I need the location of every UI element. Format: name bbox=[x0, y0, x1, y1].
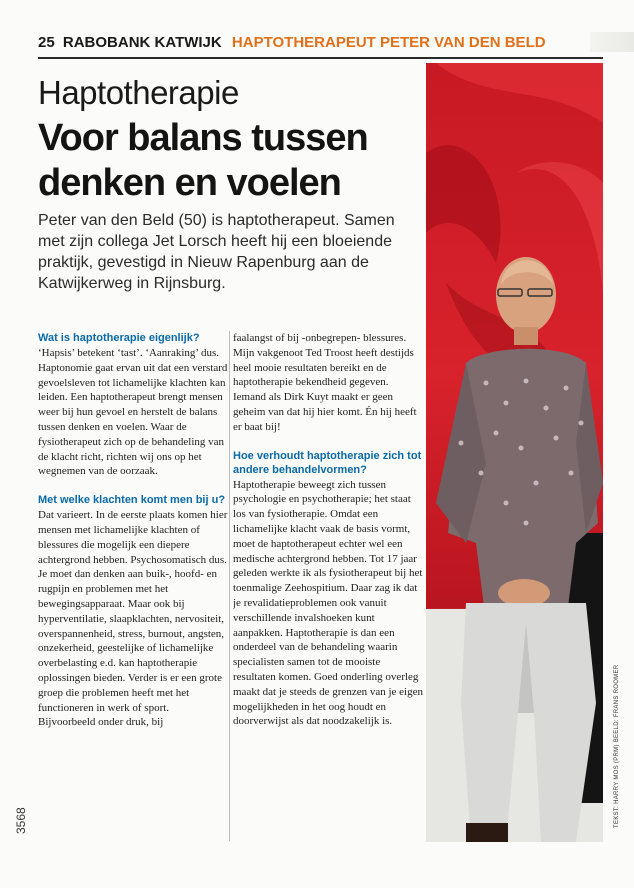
question-heading: Met welke klachten komt men bij u? bbox=[38, 494, 226, 507]
question-heading: Hoe verhoudt haptotherapie zich tot andere behandelvormen? bbox=[233, 449, 422, 476]
answer-paragraph: faalangst of bij -onbegrepen- blessures. Mijn vakgenoot Ted Troost heeft destijds heel mooie resultaten bereikt en de haptotherapie bekendheid gegeven. Iemand als Dirk Kuyt maakt er geen geheim van dat hij hier komt. Én hij heeft er baat bij! bbox=[233, 332, 417, 433]
section-title: HAPTOTHERAPEUT PETER VAN DEN BELD bbox=[231, 34, 546, 51]
publication-name: RABOBANK KATWIJK bbox=[62, 34, 222, 51]
photo-credits bbox=[612, 664, 626, 830]
answer-paragraph: Haptotherapie beweegt zich tussen psychologie en psychotherapie; het staat los van fysiotherapie. Omdat een lichamelijke klacht vaak de basis vormt, moet de haptotherapeut echter wel een medische achtergrond hebben. Tot 17 jaar geleden werkte ik als fysiotherapeut bij het toenmalige Zeehospitium. Daar zag ik dat je revalidatieproblemen ook vanuit verschillende invalshoeken kunt aanpakken. Haptotherapie is dan een onderdeel van de behandeling waarin specialisten samen tot de mooiste resultaten komen. Goed onderling overleg maakt dat je steeds de grenzen van je eigen mogelijkheden in het oog houdt en doorverwijst als dat noodzakelijk is. bbox=[233, 478, 423, 728]
article-intro: Peter van den Beld (50) is haptotherapeut. Samen met zijn collega Jet Lorsch heeft hij een bloeiende praktijk, gevestigd in Nieuw Rapenburg aan de Katwijkerweg in Rijnsburg. bbox=[38, 212, 395, 292]
header-rule bbox=[38, 57, 603, 59]
body-column-1 bbox=[38, 331, 228, 851]
credits-text: TEKST: HARRY MOS (PRM) BEELD: FRANS ROOMER bbox=[614, 664, 620, 828]
answer-paragraph: ‘Hapsis’ betekent ‘tast’. ‘Aanraking’ dus. Haptonomie gaat ervan uit dat een verstard gevoelsleven tot lichamelijke klachten kan leiden. Een haptotherapeut brengt mensen weer bij hun gevoel en herstelt de balans tussen denken en voelen. Waar de fysiotherapeut zich op de behandeling van de klacht richt, richten wij ons op het wegnemen van de oorzaak. bbox=[38, 347, 228, 478]
page-code bbox=[14, 768, 30, 838]
answer-paragraph: Dat varieert. In de eerste plaats komen hier mensen met lichamelijke klachten of blessures die mogelijk een diepere achtergrond hebben. Psychosomatisch dus. Je moet dan denken aan buik-, hoofd- en rugpijn en problemen met het bewegingsapparaat. Maar ook bij hyperventilatie, slaapklachten, nervositeit, overspannenheid, stress, burnout, angsten, onzekerheid, geestelijke of lichamelijke overbelasting e.d. kan haptotherapie oplossingen bieden. Verder is er een grote groep die problemen heeft met het functioneren in werk of sport. Bijvoorbeeld onder druk, bij bbox=[38, 509, 228, 729]
article-headline: Voor balans tussen denken en voelen bbox=[38, 117, 368, 204]
portrait-photo bbox=[426, 63, 603, 842]
page-code-text: 3568 bbox=[14, 807, 28, 834]
page-header bbox=[38, 30, 598, 56]
body-column-2 bbox=[233, 331, 423, 851]
column-divider bbox=[229, 331, 230, 841]
question-heading: Wat is haptotherapie eigenlijk? bbox=[38, 332, 200, 344]
portrait-illustration bbox=[426, 63, 603, 842]
article-kicker: Haptotherapie bbox=[38, 74, 239, 111]
page-number: 25 bbox=[38, 34, 55, 51]
